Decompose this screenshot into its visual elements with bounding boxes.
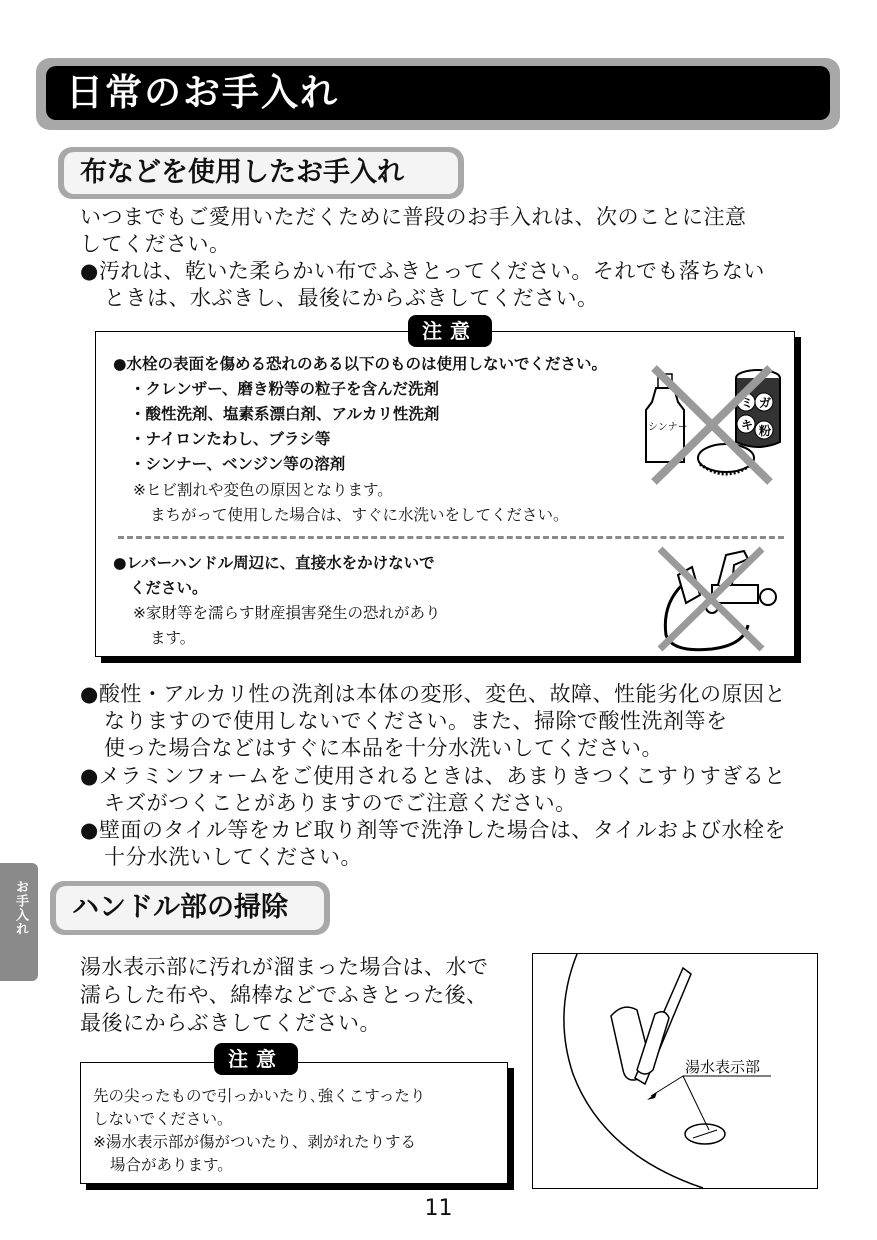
can-char: 粉 — [759, 424, 772, 438]
caution-list-item: ・ナイロンたわし、ブラシ等 — [130, 430, 331, 448]
divider — [118, 536, 784, 539]
thinner-label: シンナー — [648, 422, 688, 433]
no-water-on-lever-illustration — [652, 545, 782, 655]
bullet-1-line-2: ときは、水ぶきし、最後にからぶきしてください。 — [104, 286, 599, 310]
side-index-label: お手入れ — [13, 880, 28, 936]
section1-heading: 布などを使用したお手入れ — [64, 152, 458, 194]
caution-item2-title-1: ●レバーハンドル周辺に、直接水をかけないで — [113, 554, 435, 572]
caution2-line-2: しないでください｡ — [93, 1110, 225, 1128]
bullet-4-line-1: ●壁面のタイル等をカビ取り剤等で洗浄した場合は、タイルおよび水栓を — [80, 818, 786, 842]
page-number: 11 — [424, 1196, 453, 1221]
caution2-badge: 注意 — [214, 1043, 298, 1075]
page-title: 日常のお手入れ — [46, 66, 830, 120]
caution2-line-3: ※湯水表示部が傷がついたり、剥がれたりする — [93, 1133, 416, 1151]
intro-text-1: いつまでもご愛用いただくために普段のお手入れは、次のことに注意 — [80, 205, 747, 229]
bullet-4-line-2: 十分水洗いしてください。 — [104, 845, 362, 869]
caution-list-item: ・シンナー、ベンジン等の溶剤 — [130, 455, 346, 473]
caution-list-item: ・クレンザー、磨き粉等の粒子を含んだ洗剤 — [130, 380, 439, 398]
section2-heading: ハンドル部の掃除 — [56, 886, 324, 930]
bullet-3-line-2: キズがつくことがありますのでご注意ください。 — [104, 791, 577, 815]
caution2-line-1: 先の尖ったもので引っかいたり､強くこすったり — [93, 1087, 426, 1105]
section2-text-3: 最後にからぶきしてください。 — [80, 1011, 381, 1035]
caution-item2-title-2: ください。 — [130, 579, 208, 597]
caution-note-1: ※ヒビ割れや変色の原因となります。 — [133, 481, 393, 499]
bullet-3-line-1: ●メラミンフォームをご使用されるときは、あまりきつくこすりすぎると — [80, 764, 786, 788]
prohibited-cleaners-illustration — [638, 360, 788, 490]
caution2-line-4: 場合があります。 — [110, 1156, 233, 1174]
bullet-1-line-1: ●汚れは、乾いた柔らかい布でふきとってください。それでも落ちない — [80, 259, 765, 283]
handle-cleaning-illustration — [533, 954, 817, 1188]
section2-text-1: 湯水表示部に汚れが溜まった場合は、水で — [80, 955, 489, 979]
figure-label: 湯水表示部 — [685, 1058, 761, 1076]
label-leader-line — [683, 1076, 709, 1130]
bullet-2-line-1: ●酸性・アルカリ性の洗剤は本体の変形、変色、故障、性能劣化の原因と — [80, 682, 786, 706]
caution-note-2: まちがって使用した場合は、すぐに水洗いをしてください。 — [150, 506, 569, 524]
caution-item2-note-1: ※家財等を濡らす財産損害発生の恐れがあり — [133, 604, 441, 622]
valve-knob — [760, 589, 776, 605]
caution-item2-note-2: ます。 — [150, 629, 196, 647]
can-char: キ — [741, 418, 754, 432]
intro-text-2: してください。 — [80, 232, 231, 256]
can-char: ミ — [741, 396, 754, 410]
caution-badge: 注意 — [408, 315, 492, 347]
bullet-2-line-2: なりますので使用しないでください。また、掃除で酸性洗剤等を — [104, 709, 728, 733]
section2-text-2: 濡らした布や、綿棒などでふきとった後、 — [80, 983, 488, 1007]
can-char: ガ — [759, 396, 772, 410]
caution-item1-title: ●水栓の表面を傷める恐れのある以下のものは使用しないでください。 — [113, 355, 608, 373]
caution-list-item: ・酸性洗剤、塩素系漂白剤、アルカリ性洗剤 — [130, 405, 440, 423]
bullet-2-line-3: 使った場合などはすぐに本品を十分水洗いしてください。 — [104, 736, 663, 760]
